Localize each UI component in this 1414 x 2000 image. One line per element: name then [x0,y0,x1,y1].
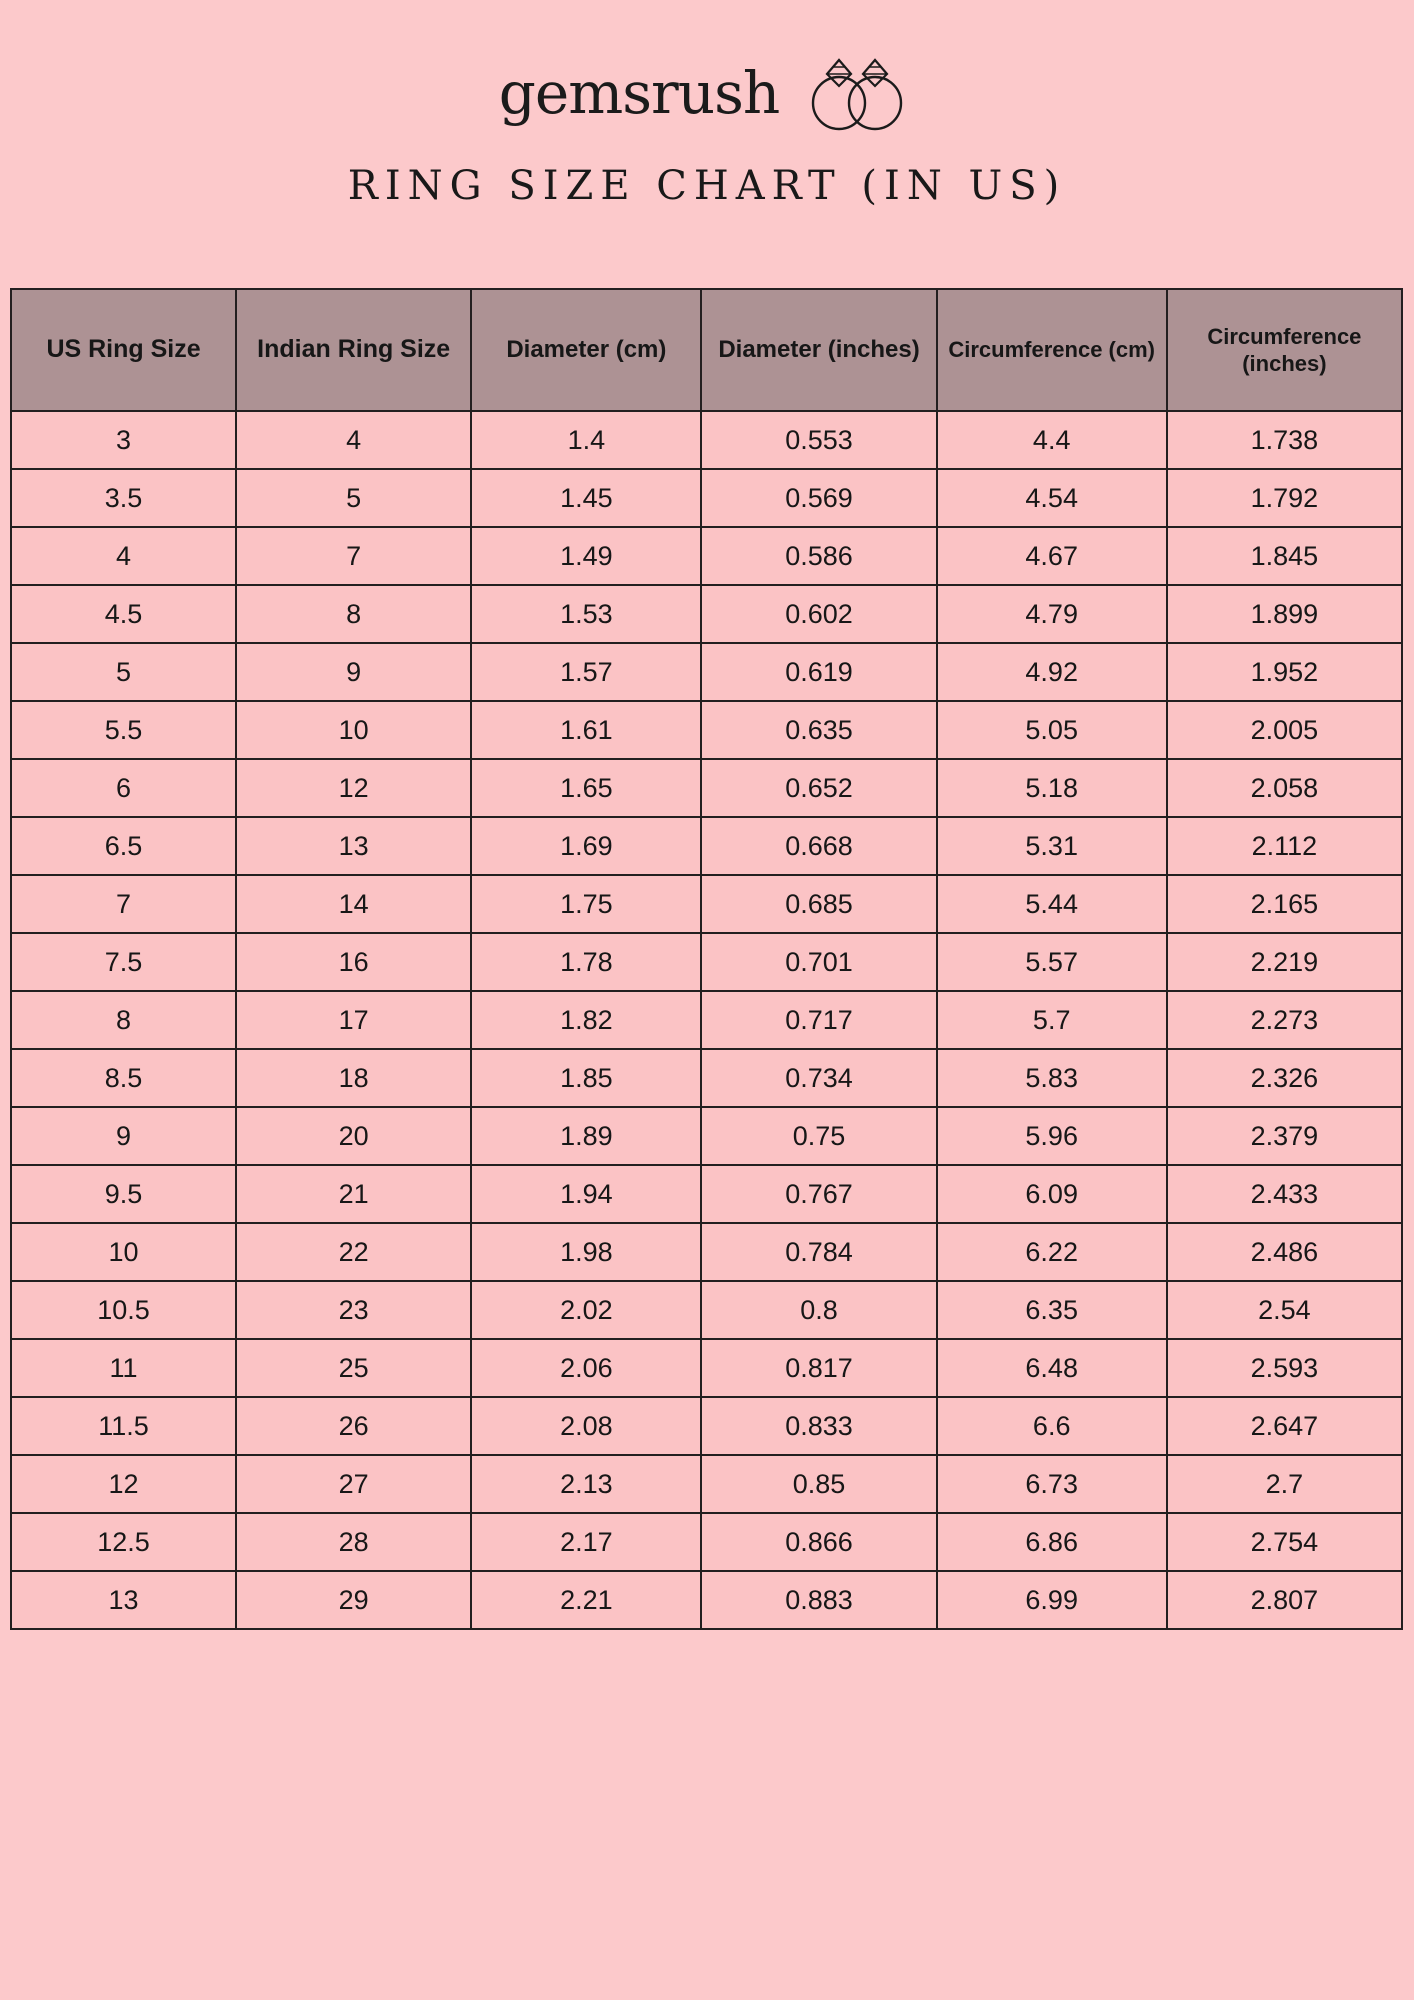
table-cell: 0.553 [701,411,936,469]
table-cell: 27 [236,1455,471,1513]
table-cell: 5 [236,469,471,527]
table-row [11,1397,1402,1455]
table-cell: 17 [236,991,471,1049]
table-cell: 1.75 [471,875,701,933]
size-chart-container [10,288,1403,1630]
table-cell: 1.98 [471,1223,701,1281]
table-cell: 5.05 [937,701,1167,759]
table-cell: 11.5 [11,1397,236,1455]
table-row [11,991,1402,1049]
table-cell: 1.69 [471,817,701,875]
table-cell: 10 [11,1223,236,1281]
table-cell: 1.85 [471,1049,701,1107]
table-cell: 28 [236,1513,471,1571]
table-cell: 6.09 [937,1165,1167,1223]
table-row [11,1571,1402,1629]
table-cell: 8 [11,991,236,1049]
table-cell: 2.058 [1167,759,1402,817]
table-cell: 2.647 [1167,1397,1402,1455]
table-cell: 21 [236,1165,471,1223]
table-row [11,817,1402,875]
table-cell: 5.18 [937,759,1167,817]
table-cell: 0.586 [701,527,936,585]
table-cell: 1.845 [1167,527,1402,585]
table-cell: 2.112 [1167,817,1402,875]
ring-size-table [10,288,1403,1630]
table-cell: 2.17 [471,1513,701,1571]
table-cell: 6.99 [937,1571,1167,1629]
table-cell: 4.5 [11,585,236,643]
table-cell: 1.82 [471,991,701,1049]
table-cell: 6.35 [937,1281,1167,1339]
table-cell: 3 [11,411,236,469]
table-cell: 3.5 [11,469,236,527]
table-cell: 0.602 [701,585,936,643]
table-cell: 2.273 [1167,991,1402,1049]
table-cell: 26 [236,1397,471,1455]
table-cell: 13 [236,817,471,875]
table-cell: 2.7 [1167,1455,1402,1513]
table-cell: 4.79 [937,585,1167,643]
table-row [11,527,1402,585]
table-cell: 4 [11,527,236,585]
table-cell: 0.85 [701,1455,936,1513]
brand-header [0,0,1414,137]
table-cell: 8 [236,585,471,643]
table-cell: 13 [11,1571,236,1629]
table-header-row [11,289,1402,411]
table-cell: 0.652 [701,759,936,817]
table-cell: 18 [236,1049,471,1107]
table-cell: 6.48 [937,1339,1167,1397]
table-row [11,701,1402,759]
table-cell: 1.4 [471,411,701,469]
table-cell: 5.5 [11,701,236,759]
table-row [11,759,1402,817]
table-cell: 6.5 [11,817,236,875]
table-cell: 1.792 [1167,469,1402,527]
table-cell: 1.49 [471,527,701,585]
table-cell: 0.75 [701,1107,936,1165]
table-cell: 2.593 [1167,1339,1402,1397]
table-cell: 12.5 [11,1513,236,1571]
table-cell: 0.734 [701,1049,936,1107]
column-header-diameter-cm: Diameter (cm) [471,289,701,411]
table-cell: 20 [236,1107,471,1165]
table-cell: 12 [11,1455,236,1513]
table-cell: 4.67 [937,527,1167,585]
table-body [11,411,1402,1629]
table-cell: 1.738 [1167,411,1402,469]
table-row [11,469,1402,527]
table-cell: 9.5 [11,1165,236,1223]
table-cell: 4.4 [937,411,1167,469]
table-cell: 1.57 [471,643,701,701]
table-row [11,1513,1402,1571]
table-cell: 1.61 [471,701,701,759]
table-row [11,1107,1402,1165]
table-cell: 1.952 [1167,643,1402,701]
table-header [11,289,1402,411]
column-header-diameter-inches: Diameter (inches) [701,289,936,411]
table-cell: 2.754 [1167,1513,1402,1571]
table-cell: 0.635 [701,701,936,759]
table-cell: 2.08 [471,1397,701,1455]
table-cell: 29 [236,1571,471,1629]
table-cell: 0.717 [701,991,936,1049]
column-header-circumference-inches: Circumference (inches) [1167,289,1402,411]
table-cell: 1.65 [471,759,701,817]
table-cell: 0.619 [701,643,936,701]
table-cell: 2.165 [1167,875,1402,933]
table-cell: 0.569 [701,469,936,527]
table-row [11,1281,1402,1339]
table-cell: 22 [236,1223,471,1281]
table-cell: 12 [236,759,471,817]
table-row [11,1339,1402,1397]
table-cell: 2.219 [1167,933,1402,991]
table-cell: 6.86 [937,1513,1167,1571]
table-row [11,933,1402,991]
wedding-rings-icon [797,48,915,137]
table-cell: 4.54 [937,469,1167,527]
table-cell: 0.883 [701,1571,936,1629]
table-cell: 0.668 [701,817,936,875]
table-cell: 9 [11,1107,236,1165]
table-cell: 10.5 [11,1281,236,1339]
table-cell: 0.866 [701,1513,936,1571]
table-row [11,1455,1402,1513]
table-cell: 2.433 [1167,1165,1402,1223]
table-cell: 23 [236,1281,471,1339]
table-cell: 6.22 [937,1223,1167,1281]
table-cell: 5.83 [937,1049,1167,1107]
table-row [11,1223,1402,1281]
table-row [11,1049,1402,1107]
table-cell: 2.02 [471,1281,701,1339]
table-cell: 2.379 [1167,1107,1402,1165]
table-cell: 2.54 [1167,1281,1402,1339]
table-cell: 1.53 [471,585,701,643]
table-cell: 0.833 [701,1397,936,1455]
table-cell: 7 [236,527,471,585]
table-cell: 2.21 [471,1571,701,1629]
table-row [11,411,1402,469]
brand-wordmark: gemsrush [498,58,780,127]
table-cell: 1.45 [471,469,701,527]
table-cell: 1.94 [471,1165,701,1223]
column-header-indian-ring-size: Indian Ring Size [236,289,471,411]
table-cell: 2.005 [1167,701,1402,759]
table-cell: 2.486 [1167,1223,1402,1281]
table-cell: 6.6 [937,1397,1167,1455]
table-cell: 5.57 [937,933,1167,991]
table-cell: 5.96 [937,1107,1167,1165]
table-cell: 4.92 [937,643,1167,701]
table-cell: 2.807 [1167,1571,1402,1629]
table-cell: 5.44 [937,875,1167,933]
table-cell: 16 [236,933,471,991]
table-cell: 2.13 [471,1455,701,1513]
table-cell: 5.7 [937,991,1167,1049]
table-cell: 0.685 [701,875,936,933]
table-cell: 6.73 [937,1455,1167,1513]
column-header-us-ring-size: US Ring Size [11,289,236,411]
table-row [11,1165,1402,1223]
table-cell: 9 [236,643,471,701]
table-cell: 0.8 [701,1281,936,1339]
table-cell: 11 [11,1339,236,1397]
table-cell: 10 [236,701,471,759]
table-row [11,585,1402,643]
table-cell: 7.5 [11,933,236,991]
table-cell: 4 [236,411,471,469]
table-cell: 5 [11,643,236,701]
table-cell: 6 [11,759,236,817]
table-cell: 0.784 [701,1223,936,1281]
table-cell: 1.89 [471,1107,701,1165]
table-row [11,875,1402,933]
table-cell: 14 [236,875,471,933]
table-cell: 2.06 [471,1339,701,1397]
table-cell: 8.5 [11,1049,236,1107]
table-cell: 5.31 [937,817,1167,875]
table-cell: 1.78 [471,933,701,991]
table-cell: 25 [236,1339,471,1397]
table-row [11,643,1402,701]
column-header-circumference-cm: Circumference (cm) [937,289,1167,411]
table-cell: 2.326 [1167,1049,1402,1107]
table-cell: 7 [11,875,236,933]
table-cell: 0.767 [701,1165,936,1223]
table-cell: 0.701 [701,933,936,991]
table-cell: 0.817 [701,1339,936,1397]
table-cell: 1.899 [1167,585,1402,643]
page-title: RING SIZE CHART (IN US) [347,163,1067,209]
